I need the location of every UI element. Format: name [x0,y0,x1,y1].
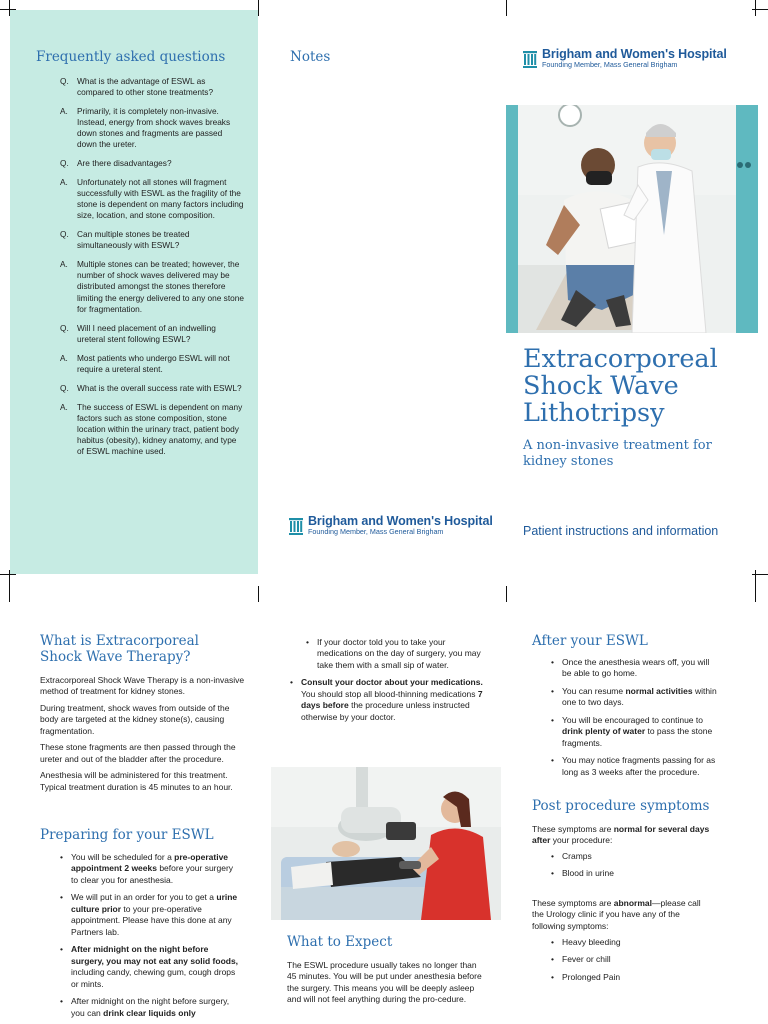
crop-mark [258,0,259,16]
paragraph: Extracorporeal Shock Wave Therapy is a non-invasive method of treatment for kidney stones. [40,675,245,697]
preparing-continued-list [303,637,493,729]
faq-label: Q. [60,158,69,169]
faq-text: Primarily, it is completely non-invasive. Instead, energy from shock waves breaks down stones and fragments are passed down the ureter. [77,106,231,150]
patient-info-tagline: Patient instructions and information [523,524,719,538]
what-to-expect-body: The ESWL procedure usually takes no longer than 45 minutes. You will be put under anesthesia before the surgery. This means you will be deeply asleep and will not feel anything during the pro-cedure. [287,960,482,1005]
hospital-name: Brigham and Women's Hospital [542,47,727,61]
crop-mark [755,0,756,16]
post-procedure-title: Post procedure symptoms [532,798,710,814]
faq-question [60,229,244,251]
crop-mark [0,574,16,575]
faq-text: The success of ESWL is dependent on many factors such as stone composition, stone location within the urinary tract, patient body habitus (obesity), kidney anatomy, and type of ESWL machine used. [77,401,243,456]
faq-question [60,76,244,98]
faq-answer [60,402,244,457]
brochure-subtitle: A non-invasive treatment for kidney stones [523,438,712,470]
what-is-body [40,675,245,798]
faq-answer [60,353,244,375]
post-abnormal-intro: These symptoms are abnormal—please call the Urology clinic if you have any of the following symptoms: [532,898,701,931]
notes-title: Notes [290,49,331,65]
faq-answer [60,259,244,314]
after-eswl-list [548,657,718,784]
faq-label: Q. [60,76,69,86]
faq-text: What is the overall success rate with ESWL? [77,382,242,393]
faq-text: Most patients who undergo ESWL will not require a ureteral stent. [77,352,230,374]
what-is-title: What is Extracorporeal Shock Wave Therapy? [40,633,199,665]
paragraph: During treatment, shock waves from outside of the body are targeted at the kidney stone(s), causing fragmentation. [40,702,230,736]
list-item: • Prolonged Pain [548,972,718,983]
preparing-list [57,852,242,1024]
paragraph: These stone fragments are then passed through the ureter and out of the bladder after the procedure. [40,742,236,764]
faq-text: Multiple stones can be treated; however, the number of shock waves delivered may be distributed amongst the stones therefore limiting the energy delivered to any one stone for fragmentation. [77,259,244,314]
faq-answer [60,177,244,221]
faq-label: Q. [60,229,69,240]
faq-list [60,76,244,465]
list-item: • Heavy bleeding [548,937,718,948]
hospital-subtitle: Founding Member, Mass General Brigham [542,60,678,70]
faq-label: A. [60,259,68,270]
faq-label: A. [60,106,68,117]
list-item: • Blood in urine [548,868,718,879]
what-to-expect-title: What to Expect [287,934,393,950]
faq-text: Will I need placement of an indwelling ureteral stent following ESWL? [77,322,216,344]
faq-question [60,323,244,345]
faq-label: A. [60,401,68,412]
list-item: • If your doctor told you to take your medications on the day of surgery, you may take them with a small sip of water. [303,637,493,671]
patient-doctor-photo [506,105,758,333]
faq-label: A. [60,177,68,188]
crop-mark [258,586,259,602]
list-item: • You will be scheduled for a pre-operative appointment 2 weeks before your surgery to clear you for anesthesia. [57,852,242,886]
faq-question [60,383,244,394]
list-item: • After midnight on the night before surgery, you may not eat any solid foods, including candy, chewing gum, cough drops or mints. [57,944,242,990]
list-item: • Cramps [548,851,718,862]
paragraph: Anesthesia will be administered for this treatment. Typical treatment duration is 45 minutes to an hour. [40,770,233,792]
faq-answer [60,106,244,150]
hospital-logo [523,48,727,70]
list-item: • We will put in an order for you to get a urine culture prior to your pre-operative appointment. Please have this done at any Partners lab. [57,892,242,938]
eswl-procedure-photo [271,767,501,920]
crop-mark [752,9,768,10]
list-item: • After midnight on the night before surgery, you can drink clear liquids only [57,996,242,1019]
list-item: • You may notice fragments passing for as long as 3 weeks after the procedure. [548,755,718,778]
hospital-subtitle: Founding Member, Mass General Brigham [308,527,444,537]
list-item: • Consult your doctor about your medications. You should stop all blood-thinning medications 7 days before the procedure unless instructed otherwise by your doctor. [287,677,493,723]
faq-text: Unfortunately not all stones will fragment successfully with ESWL as the fragility of the stone is dependent on many factors including size, location, and stone composition. [77,177,244,221]
crop-mark [755,586,756,602]
hospital-emblem-icon [523,49,537,69]
crop-mark [506,0,507,16]
faq-text: What is the advantage of ESWL as compared to other stone treatments? [77,76,214,98]
faq-label: Q. [60,322,69,333]
preparing-title: Preparing for your ESWL [40,827,214,843]
list-item: • You will be encouraged to continue to drink plenty of water to pass the stone fragments. [548,715,718,749]
crop-mark [755,570,756,586]
list-item: • You can resume normal activities within one to two days. [548,686,718,709]
faq-title: Frequently asked questions [36,49,226,65]
list-item: • Once the anesthesia wears off, you will be able to go home. [548,657,718,680]
hospital-name: Brigham and Women's Hospital [308,514,493,528]
faq-label: A. [60,352,68,363]
normal-symptoms-list [548,851,718,886]
post-normal-intro: These symptoms are normal for several days after your procedure: [532,824,710,846]
after-eswl-title: After your ESWL [532,633,648,649]
list-item: • Fever or chill [548,954,718,965]
brochure-title: Extracorporeal Shock Wave Lithotripsy [523,344,718,429]
crop-mark [506,586,507,602]
crop-mark [9,586,10,602]
hospital-logo-bottom [289,515,493,537]
faq-text: Are there disadvantages? [77,158,172,169]
hospital-emblem-icon [289,516,303,536]
faq-label: Q. [60,382,69,393]
abnormal-symptoms-list [548,937,718,989]
faq-question [60,158,244,169]
faq-text: Can multiple stones be treated simultaneously with ESWL? [77,229,190,251]
